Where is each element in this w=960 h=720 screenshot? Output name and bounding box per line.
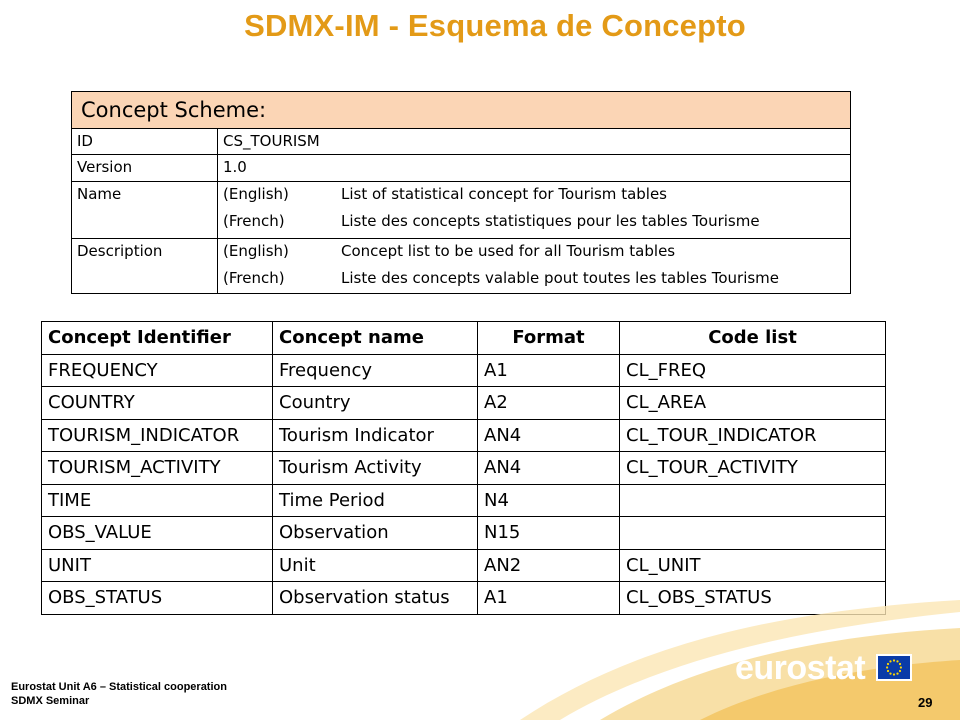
cell-identifier: TOURISM_ACTIVITY <box>42 452 273 485</box>
header-concept-identifier: Concept Identifier <box>42 322 273 355</box>
cell-name: Tourism Activity <box>273 452 478 485</box>
name-english-text: List of statistical concept for Tourism tables <box>341 185 667 203</box>
version-value: 1.0 <box>218 155 851 182</box>
concept-scheme-header: Concept Scheme: <box>72 92 851 129</box>
header-concept-name: Concept name <box>273 322 478 355</box>
cell-name: Time Period <box>273 484 478 517</box>
name-french-text: Liste des concepts statistiques pour les tables Tourisme <box>341 212 760 230</box>
cell-name: Frequency <box>273 354 478 387</box>
eu-flag-icon <box>876 654 912 681</box>
cell-code-list: CL_FREQ <box>620 354 886 387</box>
eu-stars-icon <box>878 656 910 679</box>
footer-seminar: SDMX Seminar <box>11 695 90 707</box>
description-french-lang: (French) <box>223 269 285 287</box>
cell-name: Country <box>273 387 478 420</box>
cell-identifier: OBS_STATUS <box>42 582 273 615</box>
page-number: 29 <box>918 695 933 710</box>
cell-format: N15 <box>478 517 620 550</box>
cell-name: Unit <box>273 549 478 582</box>
header-format: Format <box>478 322 620 355</box>
cell-format: N4 <box>478 484 620 517</box>
footer <box>11 680 227 708</box>
name-english-lang: (English) <box>223 185 289 203</box>
name-label: Name <box>72 182 218 239</box>
header-code-list: Code list <box>620 322 886 355</box>
cell-identifier: TIME <box>42 484 273 517</box>
footer-unit: Eurostat Unit A6 – Statistical cooperation <box>11 681 227 693</box>
description-english-lang: (English) <box>223 242 289 260</box>
cell-name: Observation <box>273 517 478 550</box>
slide-title: SDMX-IM - Esquema de Concepto <box>244 8 746 43</box>
description-english-text: Concept list to be used for all Tourism tables <box>341 242 676 260</box>
cell-name: Observation status <box>273 582 478 615</box>
version-label: Version <box>72 155 218 182</box>
cell-format: AN2 <box>478 549 620 582</box>
cell-format: AN4 <box>478 419 620 452</box>
cell-identifier: TOURISM_INDICATOR <box>42 419 273 452</box>
cell-format: A2 <box>478 387 620 420</box>
name-french-lang: (French) <box>223 212 285 230</box>
eurostat-logo: eurostat <box>735 649 866 687</box>
description-label: Description <box>72 239 218 294</box>
cell-format: AN4 <box>478 452 620 485</box>
cell-identifier: FREQUENCY <box>42 354 273 387</box>
cell-code-list: CL_OBS_STATUS <box>620 582 886 615</box>
id-value: CS_TOURISM <box>218 129 851 155</box>
cell-code-list: CL_TOUR_INDICATOR <box>620 419 886 452</box>
cell-name: Tourism Indicator <box>273 419 478 452</box>
cell-identifier: COUNTRY <box>42 387 273 420</box>
cell-code-list: CL_TOUR_ACTIVITY <box>620 452 886 485</box>
cell-format: A1 <box>478 354 620 387</box>
cell-format: A1 <box>478 582 620 615</box>
cell-identifier: UNIT <box>42 549 273 582</box>
description-french-text: Liste des concepts valable pout toutes les tables Tourisme <box>341 269 780 287</box>
cell-identifier: OBS_VALUE <box>42 517 273 550</box>
cell-code-list: CL_AREA <box>620 387 886 420</box>
cell-code-list: CL_UNIT <box>620 549 886 582</box>
id-label: ID <box>72 129 218 155</box>
